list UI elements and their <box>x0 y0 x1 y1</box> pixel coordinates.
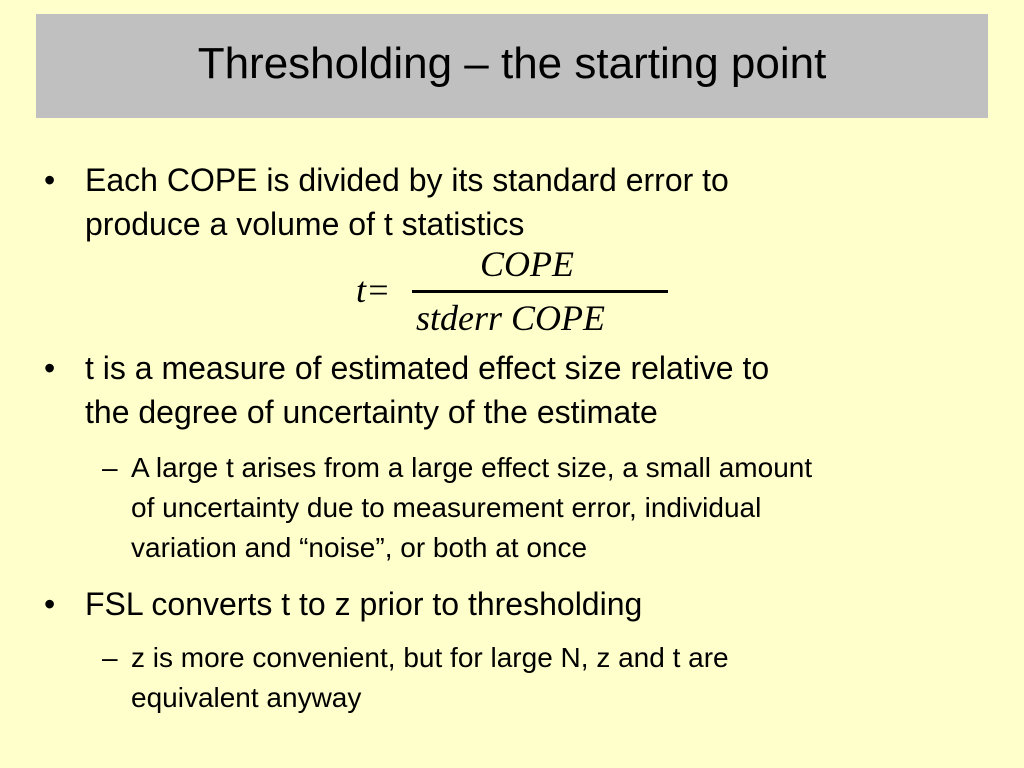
sub-bullet-line: z is more convenient, but for large N, z and t are <box>131 642 729 673</box>
bullet-text <box>85 158 985 246</box>
formula-denominator-func: stderr <box>416 298 503 338</box>
bullet-line: produce a volume of t statistics <box>85 206 525 242</box>
bullet-marker: • <box>44 162 56 198</box>
sub-bullet-line: A large t arises from a large effect size, a small amount <box>131 452 813 483</box>
formula-denominator <box>416 298 614 338</box>
bullet-text <box>85 346 985 434</box>
fraction-bar <box>412 290 668 293</box>
bullet-line: t is a measure of estimated effect size relative to <box>85 350 770 386</box>
sub-bullet-line: variation and “noise”, or both at once <box>131 532 588 563</box>
sub-bullet-marker: – <box>102 452 118 483</box>
bullet-marker: • <box>44 350 56 386</box>
sub-bullet-text <box>131 448 991 568</box>
bullet-line: Each COPE is divided by its standard error to <box>85 162 729 198</box>
sub-bullet-line: equivalent anyway <box>131 682 362 713</box>
formula-denominator-arg: COPE <box>511 298 606 338</box>
bullet-text <box>85 582 985 626</box>
formula-numerator: COPE <box>480 244 574 284</box>
bullet-line: the degree of uncertainty of the estimate <box>85 394 658 430</box>
title-bar <box>36 14 988 118</box>
bullet-line: FSL converts t to z prior to thresholding <box>85 586 643 622</box>
bullet-marker: • <box>44 586 56 622</box>
sub-bullet-marker: – <box>102 642 118 673</box>
slide-title: Thresholding – the starting point <box>197 39 827 88</box>
sub-bullet-line: of uncertainty due to measurement error, individual <box>131 492 762 523</box>
sub-bullet-text <box>131 638 991 718</box>
formula-lhs: t= <box>356 270 391 310</box>
t-statistic-formula <box>340 242 720 342</box>
